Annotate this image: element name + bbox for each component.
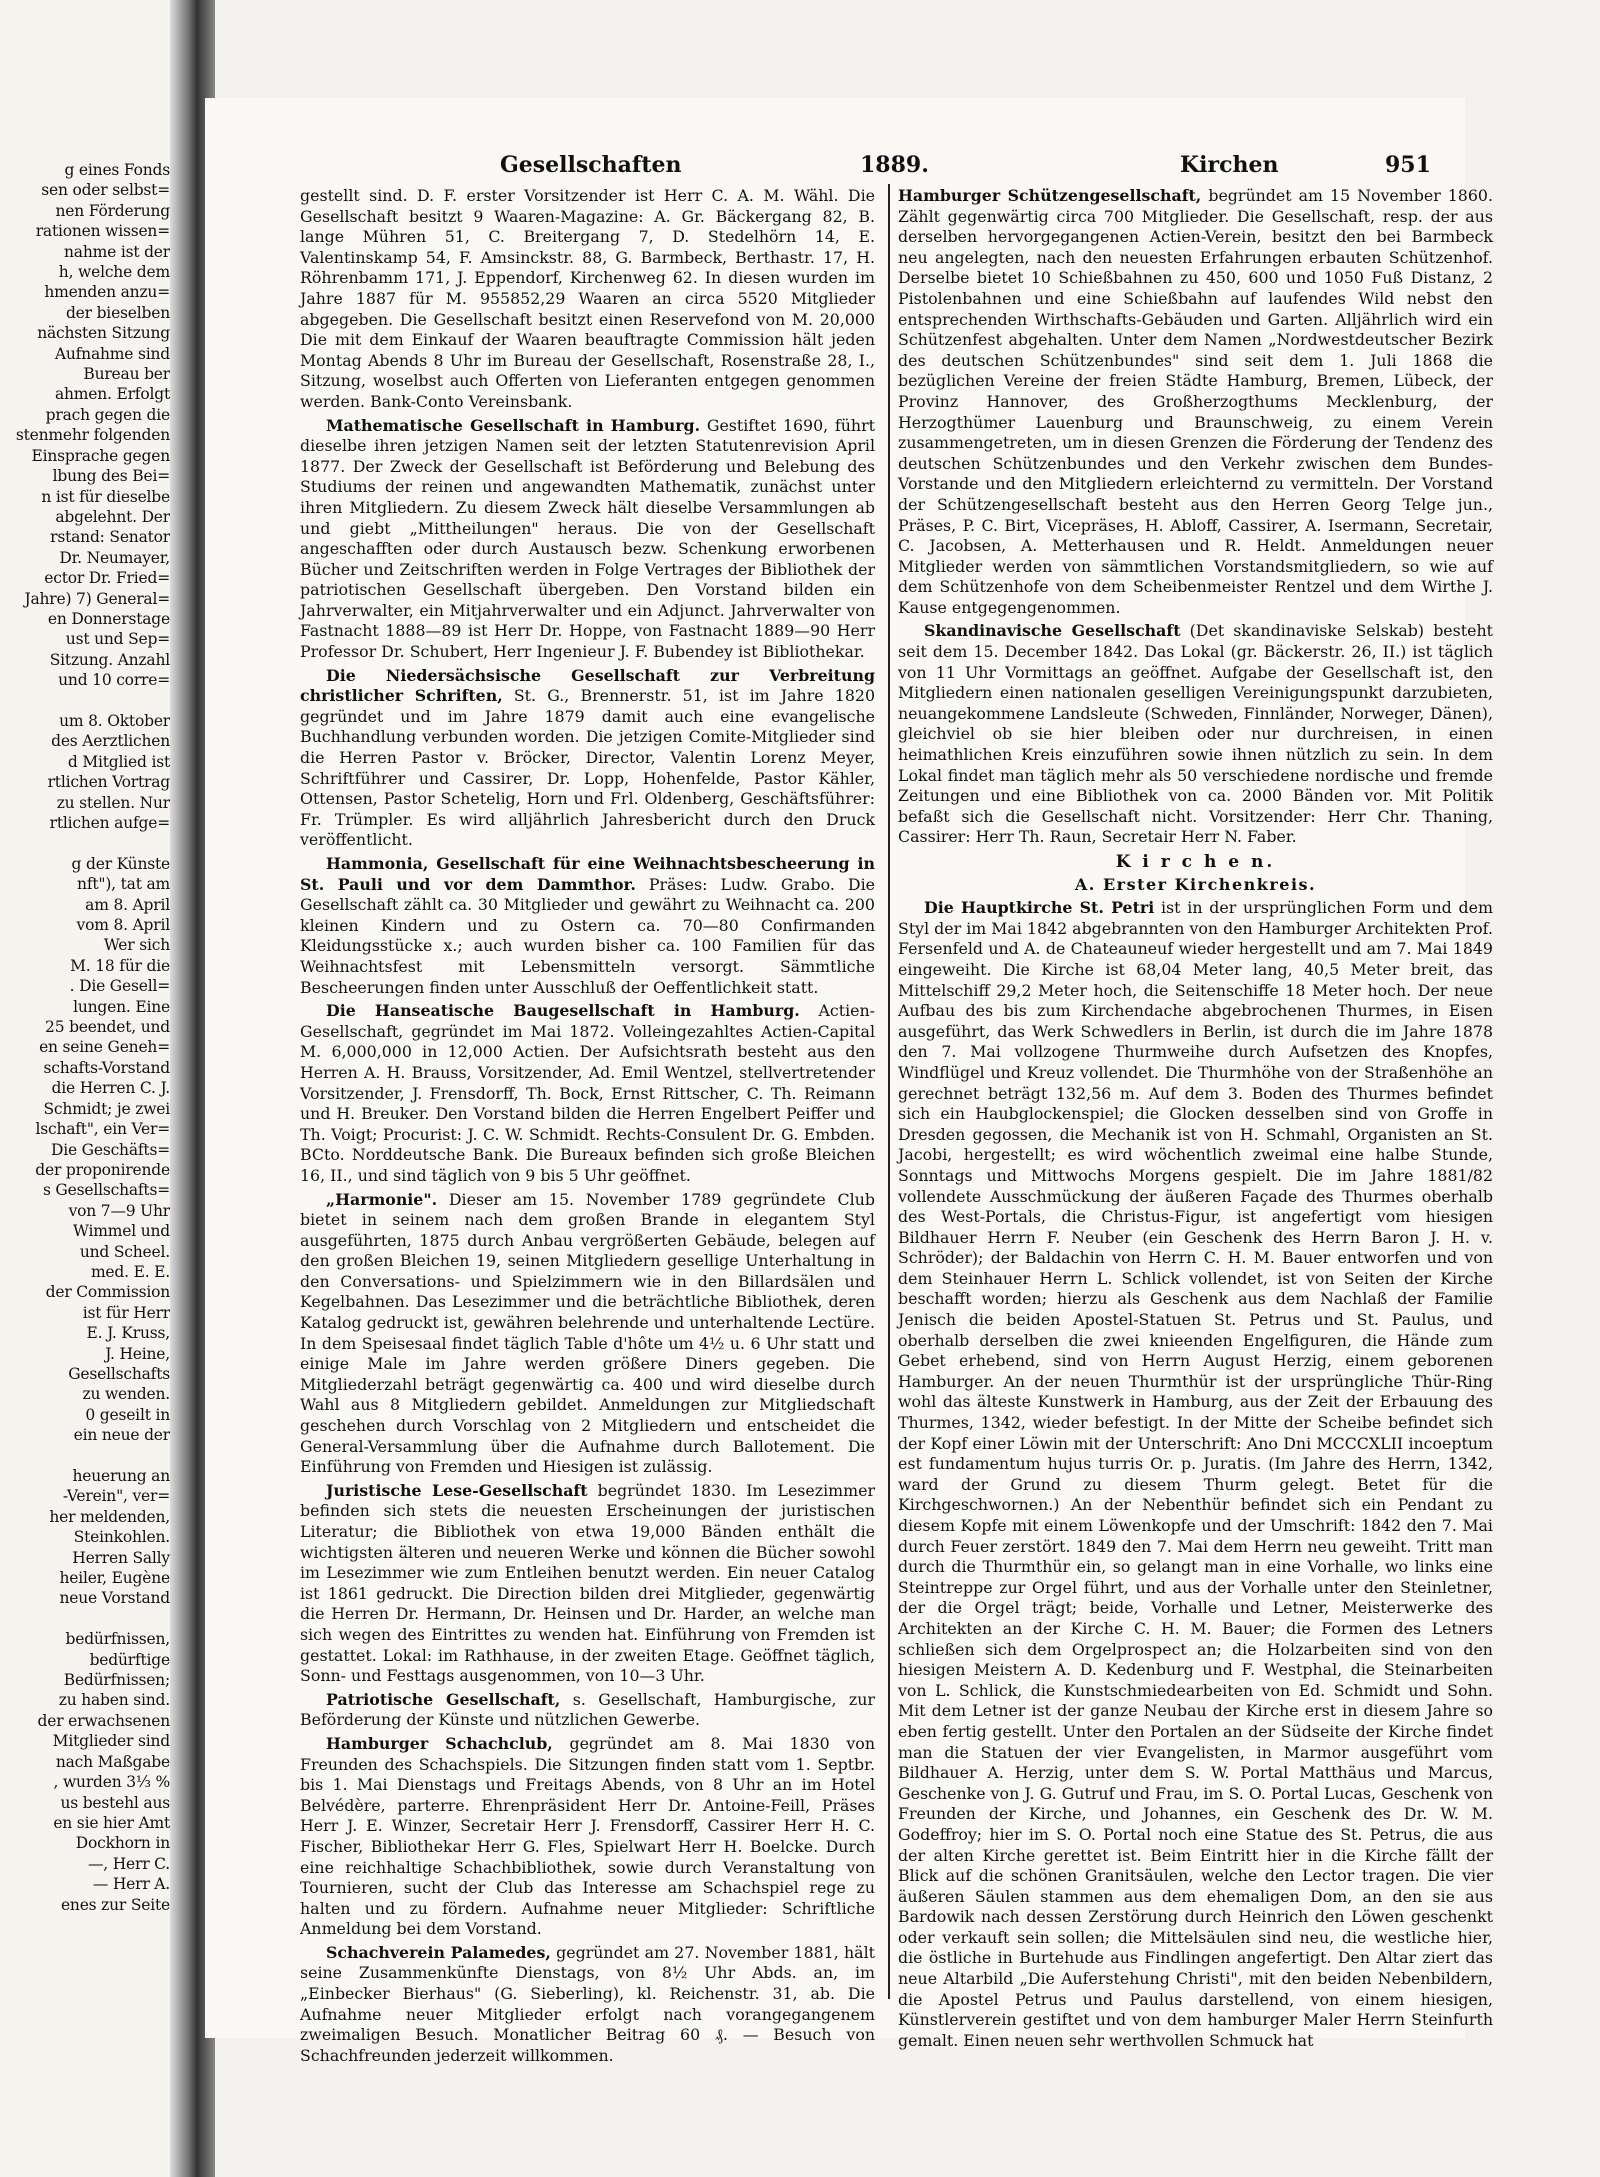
- running-header: [300, 142, 1430, 182]
- section-title: K i r c h e n.: [1115, 852, 1276, 872]
- entry-paragraph: [300, 1190, 875, 1478]
- entry-heading: Die Niedersächsische Gesellschaft zur Verbreitung christlicher Schriften,: [300, 665, 875, 706]
- entry-text: gegründet am 8. Mai 1830 von Freunden des Schachspiels. Die Sitzungen finden statt vom 1. Septbr. bis 1. Mai Dienstags und Freitags Abends, von 8 Uhr an im Hotel Belvédère, parterre. Ehrenpräsident Herr Dr. Antoine-Feill, Präses Herr J. E. Winzer, Secretair Herr J. Frensdorff, Cassirer Herr H. C. Fischer, Bibliothekar Herr G. Fles, Spielwart Herr H. Boelcke. Durch eine reichhaltige Schachbibliothek, sowie durch Veranstaltung von Tournieren, sucht der Club das Interesse am Schachspiel rege zu halten und zu fördern. Aufnahme neuer Mitglieder: Schriftliche Anmeldung bei dem Vorstand.: [300, 1733, 875, 1939]
- entry-text: begründet am 15 November 1860. Zählt gegenwärtig circa 700 Mitglieder. Die Gesellschaft, resp. der aus derselben hervorgegangenen Actien-Verein, besitzt den bei Barmbeck neu angelegten, nach den neuesten Erfahrungen erbauten Schützenhof. Derselbe bietet 10 Schießbahnen zu 450, 600 und 1050 Fuß Distanz, 2 Pistolenbahnen und eine Schießbahn auf laufendes Wild nebst den entsprechenden Wirthschafts-Gebäuden und Garten. Alljährlich wird ein Schützenfest abgehalten. Unter dem Namen „Nordwestdeutscher Bezirk des deutschen Schützenbundes" sind seit dem 1. Juli 1868 die bezüglichen Vereine der freien Städte Hamburg, Bremen, Lübeck, der Provinz Hannover, des Großherzogthums Mecklenburg, der Herzogthümer Lauenburg und Braunschweig, zu einem Verein zusammengetreten, um in diesen Grenzen die Förderung der Tendenz des deutschen Schützenbundes und den Verkehr zwischen dem Bundes-Vorstande und den Mitgliedern erleichternd zu vermitteln. Der Vorstand der Schützengesellschaft besteht aus den Herren Georg Telge jun., Präses, P. C. Birt, Vicepräses, H. Abloff, Cassirer, A. Isermann, Secretair, C. Jacobsen, A. Metterhausen und R. Heldt. Anmeldungen neuer Mitglieder werden von sämmtlichen Vorstandsmitgliedern, so wie auf dem Schützenhofe von dem Scheibenmeister Rentzel und dem Wirthe J. Kause entgegengenommen.: [898, 186, 1493, 617]
- entry-paragraph: [898, 621, 1493, 848]
- entry-paragraph: [300, 1481, 875, 1687]
- page-number: 951: [1385, 152, 1431, 178]
- entry-heading: Skandinavische Gesellschaft: [924, 621, 1181, 641]
- entry-text: begründet 1830. Im Lesezimmer befinden sich stets die neuesten Erscheinungen der juristischen Literatur; die Bibliothek von etwa 19,000 Bänden enthält die wichtigsten älteren und neueren Werke und können die Bücher sowohl im Lesezimmer wie zum Entleihen benutzt werden. Ein neuer Catalog ist 1861 gedruckt. Die Direction bilden drei Mitglieder, gegenwärtig die Herren Dr. Hermann, Dr. Heinsen und Dr. Harder, an welche man sich wegen des Eintrittes zu wenden hat. Einführung von Fremden ist gestattet. Lokal: im Rathhause, in der zweiten Etage. Geöffnet täglich, Sonn- und Festtags ausgenommen, von 10—3 Uhr.: [300, 1480, 875, 1686]
- header-year: 1889.: [860, 152, 929, 178]
- right-column: [898, 186, 1493, 2054]
- entry-heading: Hammonia, Gesellschaft für eine Weihnachtsbescheerung in St. Pauli und vor dem Dammthor.: [300, 854, 875, 894]
- entry-heading: Patriotische Gesellschaft,: [326, 1689, 561, 1709]
- entry-paragraph: [300, 186, 875, 413]
- entry-text: Actien-Gesellschaft, gegründet im Mai 1872. Volleingezahltes Actien-Capital M. 6,000,000 in 12,000 Actien. Der Aufsichtsrath besteht aus den Herren A. H. Brauss, Vorsitzender, Ad. Emil Wentzel, stellvertretender Vorsitzender, J. Frensdorff, Th. Bock, Ernst Rittscher, C. Th. Reimann und H. Breuker. Den Vorstand bilden die Herren Engelbert Peiffer und Th. Voigt; Procurist: J. C. W. Schmidt. Rechts-Consulent Dr. G. Embden. BCto. Norddeutsche Bank. Die Bureaux befinden sich große Bleichen 16, II., und sind täglich von 9 bis 5 Uhr geöffnet.: [300, 1001, 875, 1185]
- entry-text: s. Gesellschaft, Hamburgische, zur Beförderung der Künste und nützlichen Gewerbe.: [300, 1689, 875, 1730]
- entry-paragraph: [300, 854, 875, 998]
- entry-text: (Det skandinaviske Selskab) besteht seit dem 15. December 1842. Das Lokal (gr. Bäckerstr. 26, II.) ist täglich von 11 Uhr Vormittags an geöffnet. Aufgabe der Gesellschaft ist, den Mitgliedern einen nationalen geselligen Vereinigungspunkt darzubieten, neuangekommene Landsleute (Schweden, Finnländer, Norweger, Dänen), gleichviel ob sie hier bleiben oder nur durchreisen, in einen heimathlichen Kreis einzuführen sowie ihnen nützlich zu sein. In dem Lokal findet man täglich mehr als 50 verschiedene nordische und fremde Zeitungen und eine Bibliothek von ca. 2000 Bänden vor. Mit Politik befaßt sich die Gesellschaft nicht. Vorsitzender: Herr Chr. Thaning, Cassirer: Herr Th. Raun, Secretair Herr N. Faber.: [898, 621, 1493, 847]
- entry-text: gegründet am 27. November 1881, hält seine Zusammenkünfte Dienstags, von 8½ Uhr Abds. an, im „Einbecker Bierhaus" (G. Sieberling), kl. Reichenstr. 31, ab. Die Aufnahme neuer Mitglieder erfolgt nach vorangegangenem zweimaligen Besuch. Monatlicher Beitrag 60 ₰. — Besuch von Schachfreunden jederzeit willkommen.: [300, 1942, 875, 2065]
- entry-text: Dieser am 15. November 1789 gegründete Club bietet in seinem nach dem großen Brande in elegantem Styl ausgeführten, 1875 durch Anbau vergrößerten Gebäude, belegen auf den großen Bleichen 19, seinen Mitgliedern gesellige Unterhaltung in den Conversations- und Spielzimmern wie in den Billardsälen und Kegelbahnen. Das Lesezimmer und die beträchtliche Bibliothek, deren Katalog gedruckt ist, gewähren belehrende und unterhaltende Lectüre. In dem Speisesaal findet täglich Table d'hôte um 4½ u. 6 Uhr statt und einige Male im Jahre werden größere Diners gegeben. Die Mitgliederzahl beträgt gegenwärtig ca. 400 und wird dieselbe durch Wahl aus 8 Mitgliedern gebildet. Anmeldungen zur Mitgliedschaft geschehen durch Vorschlag von 2 Mitgliedern und entscheidet die General-Versammlung über die Aufnahme durch Ballotement. Die Einführung von Fremden und Hiesigen ist zulässig.: [300, 1189, 875, 1477]
- entry-paragraph: [898, 186, 1493, 618]
- entry-heading: Juristische Lese-Gesellschaft: [326, 1480, 588, 1500]
- subsection-title: A. Erster Kirchenkreis.: [1074, 874, 1317, 894]
- right-column-bottom: [898, 898, 1493, 2051]
- entry-text: gestellt sind. D. F. erster Vorsitzender ist Herr C. A. M. Wähl. Die Gesellschaft besitzt 9 Waaren-Magazine: A. Gr. Bäckergang 82, B. lange Mühren 51, C. Breitergang 7, D. Stedelhörn 14, E. Valentinskamp 54, F. Amsinckstr. 88, G. Barmbeck, Berthastr. 17, H. Röhrenbamm 171, J. Eppendorf, Kirchenweg 62. In diesen wurden im Jahre 1887 für M. 955852,29 Waaren an circa 5520 Mitglieder abgegeben. Die Gesellschaft besitzt einen Reservefond von M. 20,000 Die mit dem Einkauf der Waaren beauftragte Commission hält jeden Montag Abends 8 Uhr im Bureau der Gesellschaft, Rosenstraße 28, I., Sitzung, woselbst auch Offerten von Lieferanten entgegen genommen werden. Bank-Conto Vereinsbank.: [300, 186, 875, 411]
- entry-heading: Die Hanseatische Baugesellschaft in Hamburg.: [326, 1001, 800, 1021]
- entry-text: St. G., Brennerstr. 51, ist im Jahre 1820 gegründet und im Jahre 1879 damit auch eine evangelische Buchhandlung verbunden worden. Die jetzigen Comite-Mitglieder sind die Herren Pastor v. Bröcker, Director, Valentin Lorenz Meyer, Schriftführer und Cassirer, Dr. Lopp, Hohenfelde, Pastor Kähler, Ottensen, Pastor Schetelig, Horn und Frl. Oldenberg, Geschäftsführer: Fr. Trümpler. Es wird alljährlich Jahresbericht durch den Druck veröffentlicht.: [300, 686, 875, 850]
- entry-heading: Die Hauptkirche St. Petri: [924, 898, 1155, 918]
- entry-text: Präses: Ludw. Grabo. Die Gesellschaft zählt ca. 30 Mitglieder und gewährt zu Weihnacht ca. 200 kleinen Kindern und zu Ostern ca. 70—80 Confirmanden Kleidungsstücke x.; auch wurden bisher ca. 100 Familien für das Weihnachtsfest mit Lebensmitteln versorgt. Sämmtliche Bescheerungen finden unter Ausschluß der Oeffentlichkeit statt.: [300, 874, 875, 997]
- entry-paragraph: [300, 1690, 875, 1731]
- entry-heading: „Harmonie".: [326, 1189, 438, 1209]
- right-column-top: [898, 186, 1493, 848]
- entry-heading: Hamburger Schachclub,: [326, 1733, 553, 1753]
- header-center: Kirchen: [1180, 152, 1279, 178]
- entry-paragraph: [300, 1734, 875, 1940]
- column-rule: [888, 184, 890, 1999]
- entry-heading: Schachverein Palamedes,: [326, 1942, 551, 1962]
- entry-paragraph: [898, 898, 1493, 2051]
- entry-paragraph: [300, 666, 875, 851]
- left-page-text: g eines Fonds sen oder selbst= nen Förderung rationen wissen= nahme ist der h, welche dem hmenden anzu= der bieselben nächsten Sitzung Aufnahme sind Bureau ber ahmen. Erfolgt prach gegen die stenmehr folgenden Einsprache gegen lbung des Bei= n ist für dieselbe abgelehnt. Der rstand: Senator Dr. Neumayer, ector Dr. Fried= Jahre) 7) General= en Donnerstage ust und Sep= Sitzung. Anzahl und 10 corre= um 8. Oktober des Aerztlichen d Mitglied ist rtlichen Vortrag zu stellen. Nur rtlichen aufge= g der Künste nft"), tat am am 8. April vom 8. April Wer sich M. 18 für die . Die Gesell= lungen. Eine 25 beendet, und en seine Geneh= schafts-Vorstand die Herren C. J. Schmidt; je zwei lschaft", ein Ver= Die Geschäfts= der proponirende s Gesellschafts= von 7—9 Uhr Wimmel und und Scheel. med. E. E. der Commission ist für Herr E. J. Kruss, J. Heine, Gesellschafts zu wenden. 0 geseilt in ein neue der heuerung an -Verein", ver= her meldenden, Steinkohlen. Herren Sally heiler, Eugène neue Vorstand bedürfnissen, bedürftige Bedürfnissen; zu haben sind. der erwachsenen Mitglieder sind nach Maßgabe , wurden 3⅓ % us bestehl aus en sie hier Amt Dockhorn in —, Herr C. — Herr A. enes zur Seite: [15, 161, 170, 1914]
- entry-text: Gestiftet 1690, führt dieselbe ihren jetzigen Namen seit der letzten Statutenrevision April 1877. Der Zweck der Gesellschaft ist Beförderung und Belebung des Studiums der reinen und angewandten Mathematik, zunächst unter ihren Mitgliedern. Zu diesem Zweck hält dieselbe Versammlungen ab und giebt „Mittheilungen" heraus. Die von der Gesellschaft angeschafften oder durch Austausch bezw. Schenkung erworbenen Bücher und Zeitschriften werden in Folge Vertrages der Bibliothek der patriotischen Gesellschaft übergeben. Den Vorstand bilden ein Jahrverwalter, ein Mitjahrverwalter und ein Adjunct. Jahrverwalter von Fastnacht 1888—89 ist Herr Dr. Hoppe, von Fastnacht 1889—90 Herr Professor Dr. Schubert, Herr Ingenieur J. F. Bubendey ist Bibliothekar.: [300, 415, 876, 662]
- entry-paragraph: [300, 416, 875, 663]
- entry-heading: Mathematische Gesellschaft in Hamburg.: [326, 415, 701, 435]
- left-page-fragment: [0, 0, 175, 2177]
- left-column: [300, 186, 875, 2069]
- header-left: Gesellschaften: [500, 152, 682, 178]
- entry-paragraph: [300, 1943, 875, 2067]
- entry-heading: Hamburger Schützengesellschaft,: [898, 186, 1202, 205]
- entry-text: ist in der ursprünglichen Form und dem Styl der im Mai 1842 abgebrannten von den Hamburger Architekten Prof. Fersenfeld und A. de Chateauneuf wieder hergestellt und am 7. Mai 1849 eingeweiht. Die Kirche ist 68,04 Meter lang, 40,5 Meter breit, das Mittelschiff 29,2 Meter hoch, die Seitenschiffe 18 Meter hoch. Der neue Aufbau des bis zum Kirchendache abgebrochenen Thurmes, in Eisen ausgeführt, das Werk Schwedlers in Berlin, ist durch die im Jahre 1878 den 7. Mai vollzogene Thurmweihe durch Aufsetzen des Knopfes, Windflügel und Kreuz vollendet. Die Thurmhöhe von der Straßenhöhe an gerechnet beträgt 132,56 m. Auf dem 3. Boden des Thurmes befindet sich ein Haubglockenspiel; die Glocken desselben sind von Groffe in Dresden gegossen, die Mechanik ist von H. Schmahl, Organisten an St. Jacobi, hergestellt; es wird wöchentlich zweimal eine halbe Stunde, Sonntags und Mittwochs Morgens gespielt. Die im Jahre 1881/82 vollendete Ausschmückung der äußeren Façade des Thurmes oberhalb des West-Portals, die Christus-Figur, ist angefertigt vom hiesigen Bildhauer Herrn F. Neuber (ein Geschenk des Herrn Baron J. H. v. Schröder); der Baldachin von Herrn C. H. M. Bauer entworfen und von dem Steinhauer Herrn L. Schlick vollendet, ist von Seiten der Kirche beschafft worden; hierzu als Geschenk aus dem Nachlaß der Familie Jenisch die beiden Apostel-Statuen St. Petrus und St. Paulus, und oberhalb derselben die zwei knieenden Engelfiguren, die Hände zum Gebet erhebend, sind von Herrn August Herzig, einem geborenen Hamburger. An der neuen Thurmthür ist der ursprüngliche Thür-Ring wohl das älteste Kunstwerk in Hamburg, aus der Zeit der Erbauung des Thurmes, 1342, wieder befestigt. In der Mitte der Scheibe befindet sich der Kopf einer Löwin mit der Unterschrift: Ano Dni MCCCXLII incoeptum est fundamentum hujus turris Or. p. Juratis. (Im Jahre des Herrn, 1342, ward der Grund zu diesem Thurm gelegt. Betet für die Kirchgeschwornen.) An der Nebenthür befindet sich ein Pendant zu diesem Kopfe mit einem Löwenkopfe und der Umschrift: 1842 den 7. Mai durch Feuer zerstört. 1849 den 7. Mai dem Herrn neu geweiht. Tritt man durch die Thurmthür ein, so gelangt man in eine Vorhalle, wo links eine Steintreppe zur Orgel führt, und aus der Vorhalle unter den Steinletner, der die Orgel trägt; beide, Vorhalle und Letner, Meisterwerke des Architekten an der Kirche C. H. M. Bauer; die Formen des Letners schließen sich dem Orgelprospect an; die Holzarbeiten sind von den hiesigen Meistern A. D. Kedenburg und F. Westphal, die Steinarbeiten von L. Schlick, die Kunstschmiedearbeiten von Ed. Schmidt und Sohn. Mit dem Letner ist der ganze Neubau der Kirche erst in diesem Jahre so eben fertig gestellt. Unter den Portalen an der Südseite der Kirche findet man die Statuen der vier Evangelisten, in Marmor ausgeführt vom Bildhauer A. Herzig, unter dem S. W. Portal Matthäus und Marcus, Geschenke von J. G. Gutruf und Frau, im S. O. Portal Lucas, Geschenk von Freunden der Kirche, und Johannes, ein Geschenk des Dr. W. M. Godeffroy; hier im S. O. Portal noch eine Statue des St. Petrus, die aus der alten Kirche gerettet ist. Beim Eintritt hier in die Kirche fällt der Blick auf die schönen Granitsäulen, welche den Lector tragen. Die vier äußeren Säulen stammen aus dem ehemaligen Dom, an den sie aus Bardowik nach dessen Zerstörung durch Heinrich den Löwen geschenkt oder verkauft sein sollen; die Mittelsäulen sind neu, die westliche hier, die östliche in Burtehude aus Findlingen angefertigt. Den Altar ziert das neue Altarbild „Die Auferstehung Christi", mit den beiden Nebenbildern, die Apostel Petrus und Paulus darstellend, von einem hiesigen, Künstlerverein gestiftet und von dem hamburger Maler Herrn Steinfurth gemalt. Einen neuen sehr werthvollen Schmuck hat: [898, 898, 1493, 2050]
- entry-paragraph: [300, 1001, 875, 1186]
